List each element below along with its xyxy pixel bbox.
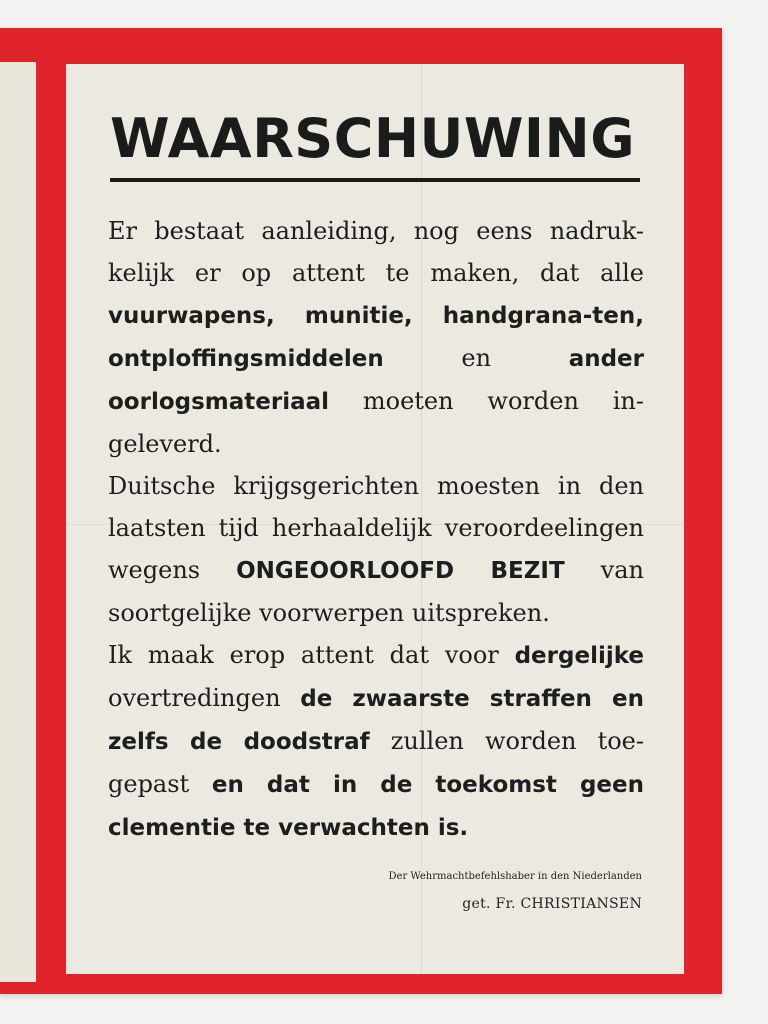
body-text: Ik maak erop attent dat voor: [108, 641, 515, 669]
adjacent-poster-strip: [0, 62, 36, 982]
poster: [0, 28, 722, 994]
body-text: Er bestaat aanleiding, nog eens nadruk-kelijk er op attent te maken, dat alle: [108, 217, 644, 287]
emphasis-text: en dat in de toekomst geen clementie te verwachten is.: [108, 772, 645, 841]
emphasis-text: ONGEOORLOOFD BEZIT: [236, 558, 565, 584]
paragraph-3: [108, 634, 644, 849]
paragraph-1: [108, 210, 644, 465]
poster-title: WAARSCHUWING: [110, 107, 636, 170]
body-text: van soortgelijke voorwerpen uitspreken.: [108, 556, 645, 627]
signature-office: Der Wehrmachtbefehlshaber in den Niederlanden: [388, 871, 642, 882]
body-text: moeten worden in-geleverd.: [108, 387, 644, 458]
body-text: Duitsche krijgsgerichten moesten in den laatsten tijd herhaaldelijk veroordeelingen wegens: [108, 472, 644, 584]
emphasis-text: vuurwapens, munitie, handgrana-ten, ontploffingsmiddelen: [108, 303, 644, 372]
emphasis-text: dergelijke: [514, 643, 644, 669]
body-text: en: [383, 344, 569, 372]
poster-body: [108, 210, 644, 849]
paragraph-2: [108, 465, 644, 634]
poster-paper: [66, 64, 684, 974]
emphasis-text: ander oorlogsmateriaal: [108, 346, 644, 415]
title-underline: [110, 178, 640, 182]
signature-name: get. Fr. CHRISTIANSEN: [462, 896, 642, 912]
body-text: zullen worden toe-gepast: [108, 727, 644, 798]
emphasis-text: de zwaarste straffen en zelfs de doodstraf: [108, 686, 644, 755]
body-text: overtredingen: [108, 684, 301, 712]
